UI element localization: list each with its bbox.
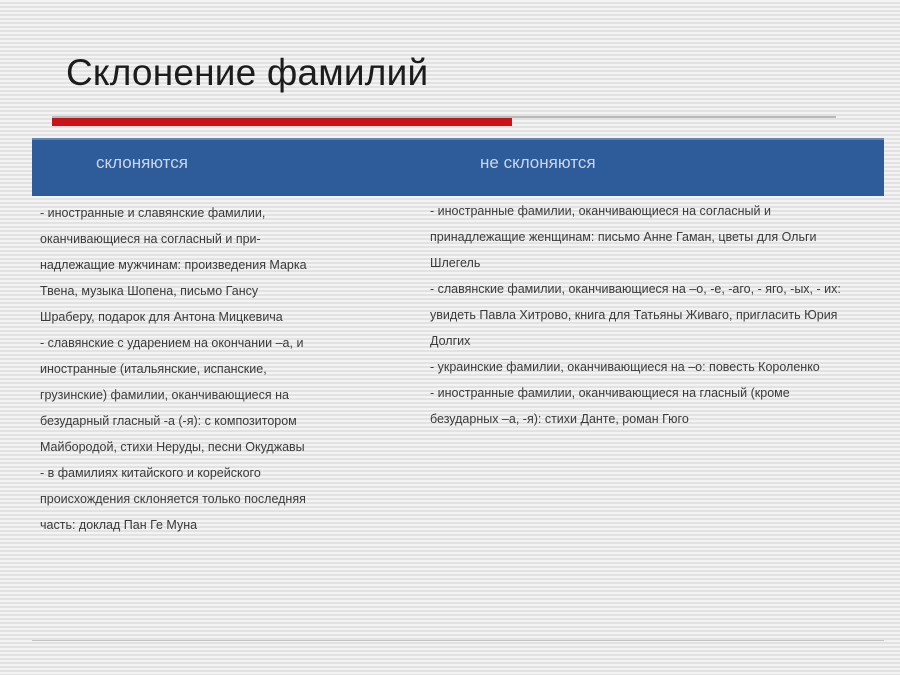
header-declined: склоняются	[96, 153, 188, 172]
list-item: - иностранные фамилии, оканчивающиеся на согласный и принадлежащие женщинам: письмо Анне Гаман, цветы для Ольги Шлегель	[430, 204, 817, 270]
column-header-band	[32, 138, 884, 196]
bottom-divider	[32, 640, 884, 641]
list-item: - славянские фамилии, оканчивающиеся на –о, -е, -аго, - яго, -ых, - их: увидеть Павла Хитрово, книга для Татьяны Живаго, пригласить Юрия Долгих	[430, 282, 841, 348]
header-not-declined: не склоняются	[480, 153, 596, 172]
list-item: - украинские фамилии, оканчивающиеся на –о: повесть Короленко	[430, 360, 820, 374]
page-title: Склонение фамилий	[66, 52, 429, 93]
title-underline-red	[52, 118, 512, 126]
list-item: - в фамилиях китайского и корейского происхождения склоняется только последняя часть: доклад Пан Ге Муна	[40, 466, 306, 532]
declined-column	[40, 200, 308, 538]
not-declined-column	[430, 198, 860, 432]
list-item: - иностранные и славянские фамилии, оканчивающиеся на согласный и при-надлежащие мужчинам: произведения Марка Твена, музыка Шопена, письмо Гансу Шраберу, подарок для Антона Мицкевича	[40, 206, 307, 324]
list-item: - иностранные фамилии, оканчивающиеся на гласный (кроме безударных –а, -я): стихи Данте, роман Гюго	[430, 386, 790, 426]
list-item: - славянские с ударением на окончании –а, и иностранные (итальянские, испанские, грузинские) фамилии, оканчивающиеся на безударный гласный -а (-я): с композитором Майбородой, стихи Неруды, песни Окуджавы	[40, 336, 305, 454]
